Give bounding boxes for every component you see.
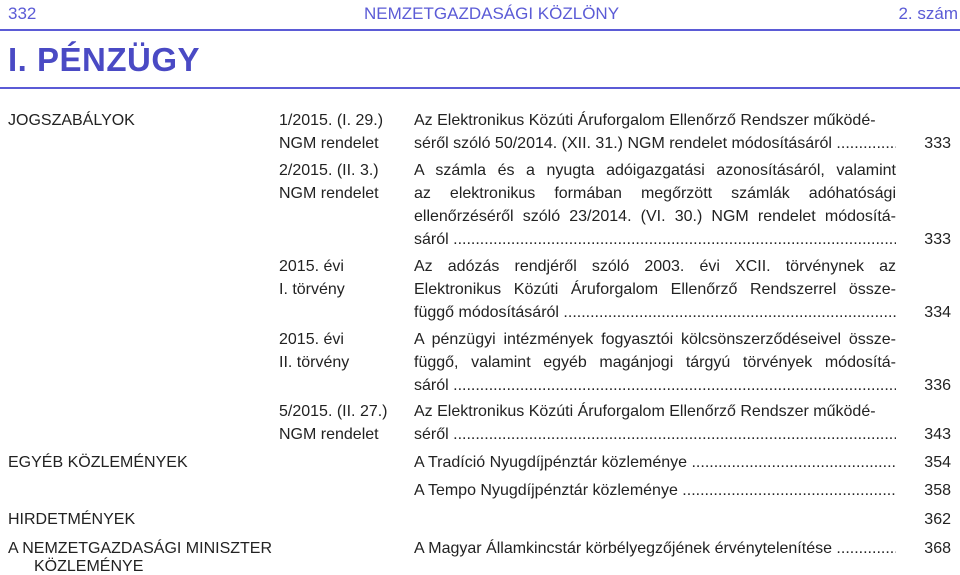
entry-ref-line: NGM rendelet [279, 426, 379, 443]
entry-page-number[interactable]: 354 [924, 454, 951, 471]
entry-page-number[interactable]: 362 [924, 511, 951, 528]
category-hirdetmenyek: HIRDETMÉNYEK [8, 511, 136, 528]
category-egyeb-kozlemenyek: EGYÉB KÖZLEMÉNYEK [8, 454, 188, 471]
entry-page-number[interactable]: 334 [924, 304, 951, 321]
header-divider [0, 29, 960, 31]
entry-title-line: függő, valamint egyéb magánjogi tárgyú törvények módosítá- [414, 354, 896, 371]
entry-title-last-line[interactable]: sáról ..... [414, 228, 896, 251]
entry-page-number[interactable]: 336 [924, 377, 951, 394]
entry-ref-line: 5/2015. (II. 27.) [279, 403, 388, 420]
entry-title-line: az elektronikus formában megőrzött számlák adóhatósági [414, 185, 896, 202]
entry-title-last-line[interactable]: A Tempo Nyugdíjpénztár közleménye ..... [414, 479, 896, 502]
entry-title-line: Az Elektronikus Közúti Áruforgalom Ellenőrző Rendszer működé- [414, 403, 876, 420]
entry-page-number[interactable]: 343 [924, 426, 951, 443]
entry-page-number[interactable]: 333 [924, 231, 951, 248]
entry-ref-line: NGM rendelet [279, 185, 379, 202]
title-divider [0, 87, 960, 89]
entry-ref-line: NGM rendelet [279, 135, 379, 152]
section-title: I. PÉNZÜGY [8, 41, 201, 78]
entry-ref-line: 1/2015. (I. 29.) [279, 112, 384, 129]
entry-ref-line: II. törvény [279, 354, 350, 371]
entry-title-last-line[interactable]: séről szóló 50/2014. (XII. 31.) NGM rendelet módosításáról ..... [414, 132, 896, 155]
entry-title-last-line[interactable]: A Tradíció Nyugdíjpénztár közleménye ..... [414, 451, 896, 474]
entry-ref-line: I. törvény [279, 281, 345, 298]
category-miniszter-kozlemenye-line2: KÖZLEMÉNYE [34, 558, 144, 575]
entry-title-last-line[interactable]: A Magyar Államkincstár körbélyegzőjének érvénytelenítése ..... [414, 537, 896, 560]
entry-ref-line: 2015. évi [279, 258, 344, 275]
entry-title-line: Az adózás rendjéről szóló 2003. évi XCII. törvénynek az [414, 258, 896, 275]
entry-page-number[interactable]: 368 [924, 540, 951, 557]
entry-title-line: Elektronikus Közúti Áruforgalom Ellenőrző Rendszerrel össze- [414, 281, 896, 298]
entry-title-line: ellenőrzéséről szóló 23/2014. (VI. 30.) NGM rendelet módosítá- [414, 208, 896, 225]
entry-title-line: A számla és a nyugta adóigazgatási azonosításáról, valamint [414, 162, 896, 179]
entry-title-line: Az Elektronikus Közúti Áruforgalom Ellenőrző Rendszer működé- [414, 112, 876, 129]
issue-number: 2. szám [898, 4, 958, 23]
entry-ref-line: 2/2015. (II. 3.) [279, 162, 379, 179]
category-jogszabalyok: JOGSZABÁLYOK [8, 112, 135, 129]
entry-ref-line: 2015. évi [279, 331, 344, 348]
running-header [8, 0, 958, 30]
page-number: 332 [8, 4, 37, 23]
category-miniszter-kozlemenye: A NEMZETGAZDASÁGI MINISZTER [8, 540, 273, 557]
entry-title-line: A pénzügyi intézmények fogyasztói kölcsönszerződéseivel össze- [414, 331, 896, 348]
entry-page-number[interactable]: 358 [924, 482, 951, 499]
entry-title-last-line[interactable]: sáról ..... [414, 374, 896, 397]
entry-title-last-line[interactable]: függő módosításáról ..... [414, 301, 896, 324]
entry-page-number[interactable]: 333 [924, 135, 951, 152]
publication-title: NEMZETGAZDASÁGI KÖZLÖNY [364, 4, 620, 23]
entry-title-last-line[interactable]: séről ..... [414, 423, 896, 446]
